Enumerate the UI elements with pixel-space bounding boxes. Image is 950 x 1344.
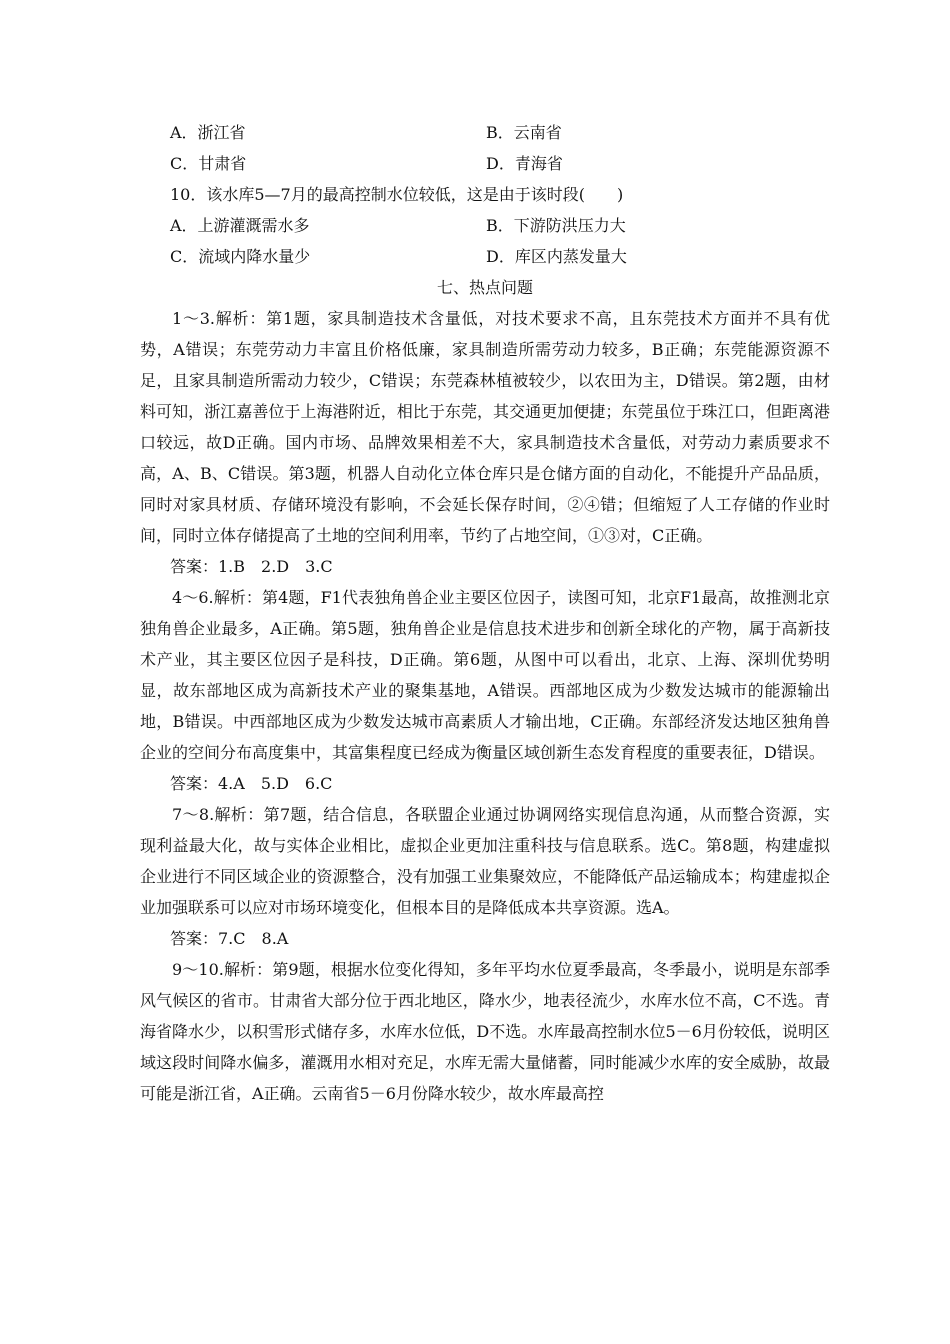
analysis-text: 4～6.解析：第4题，F1代表独角兽企业主要区位因子，读图可知，北京F1最高，故推测北京独角兽企业最多，A正确。第5题，独角兽企业是信息技术进步和创新全球化的产物，属于高新技术产业，其主要区位因子是科技，D正确。第6题，从图中可以看出，北京、上海、深圳优势明显，故东部地区成为高新技术产业的聚集基地，A错误。西部地区成为少数发达城市的能源输出地，B错误。中西部地区成为少数发达城市高素质人才输出地，C正确。东部经济发达地区独角兽企业的空间分布高度集中，其富集程度已经成为衡量区域创新生态发育程度的重要表征，D错误。 bbox=[140, 588, 830, 762]
analysis-paragraph bbox=[140, 303, 830, 551]
option-d: D．库区内蒸发量大 bbox=[486, 247, 627, 266]
q9-options-row-2 bbox=[140, 148, 830, 179]
option-a: A．上游灌溉需水多 bbox=[170, 216, 310, 235]
answer-line: 答案：4.A 5.D 6.C bbox=[170, 774, 333, 793]
option-b: B．下游防洪压力大 bbox=[486, 216, 626, 235]
q9-options-row-1 bbox=[140, 117, 830, 148]
answer-line: 答案：1.B 2.D 3.C bbox=[170, 557, 333, 576]
analysis-paragraph bbox=[140, 954, 830, 1109]
analysis-text: 9～10.解析：第9题，根据水位变化得知，多年平均水位夏季最高，冬季最小，说明是东部季风气候区的省市。甘肃省大部分位于西北地区，降水少，地表径流少，水库水位不高，C不选。青海省降水少，以积雪形式储存多，水库水位低，D不选。水库最高控制水位5－6月份较低，说明区域这段时间降水偏多，灌溉用水相对充足，水库无需大量储蓄，同时能减少水库的安全威胁，故最可能是浙江省，A正确。云南省5－6月份降水较少，故水库最高控 bbox=[140, 960, 830, 1103]
q10-options-row-1 bbox=[140, 210, 830, 241]
analysis-paragraph bbox=[140, 582, 830, 768]
analysis-text: 7～8.解析：第7题，结合信息，各联盟企业通过协调网络实现信息沟通，从而整合资源，实现利益最大化，故与实体企业相比，虚拟企业更加注重科技与信息联系。选C。第8题，构建虚拟企业进行不同区域企业的资源整合，没有加强工业集聚效应，不能降低产品运输成本；构建虚拟企业加强联系可以应对市场环境变化，但根本目的是降低成本共享资源。选A。 bbox=[140, 805, 830, 917]
answer-line: 答案：7.C 8.A bbox=[170, 929, 289, 948]
analysis-paragraph bbox=[140, 799, 830, 923]
document-page bbox=[140, 117, 830, 1109]
section-title: 七、热点问题 bbox=[436, 278, 533, 297]
q10-options-row-2 bbox=[140, 241, 830, 272]
option-d: D．青海省 bbox=[486, 154, 563, 173]
option-a: A．浙江省 bbox=[170, 123, 246, 142]
question-10-stem: 10．该水库5—7月的最高控制水位较低，这是由于该时段( ) bbox=[170, 185, 624, 204]
option-c: C．甘肃省 bbox=[170, 154, 247, 173]
analysis-text: 1～3.解析：第1题，家具制造技术含量低，对技术要求不高，且东莞技术方面并不具有优势，A错误；东莞劳动力丰富且价格低廉，家具制造所需劳动力较多，B正确；东莞能源资源不足，且家具制造所需动力较少，C错误；东莞森林植被较少，以农田为主，D错误。第2题，由材料可知，浙江嘉善位于上海港附近，相比于东莞，其交通更加便捷；东莞虽位于珠江口，但距离港口较远，故D正确。国内市场、品牌效果相差不大，家具制造技术含量低，对劳动力素质要求不高，A、B、C错误。第3题，机器人自动化立体仓库只是仓储方面的自动化，不能提升产品品质，同时对家具材质、存储环境没有影响，不会延长保存时间，②④错；但缩短了人工存储的作业时间，同时立体存储提高了土地的空间利用率，节约了占地空间，①③对，C正确。 bbox=[140, 309, 830, 545]
option-b: B．云南省 bbox=[486, 123, 562, 142]
option-c: C．流域内降水量少 bbox=[170, 247, 311, 266]
